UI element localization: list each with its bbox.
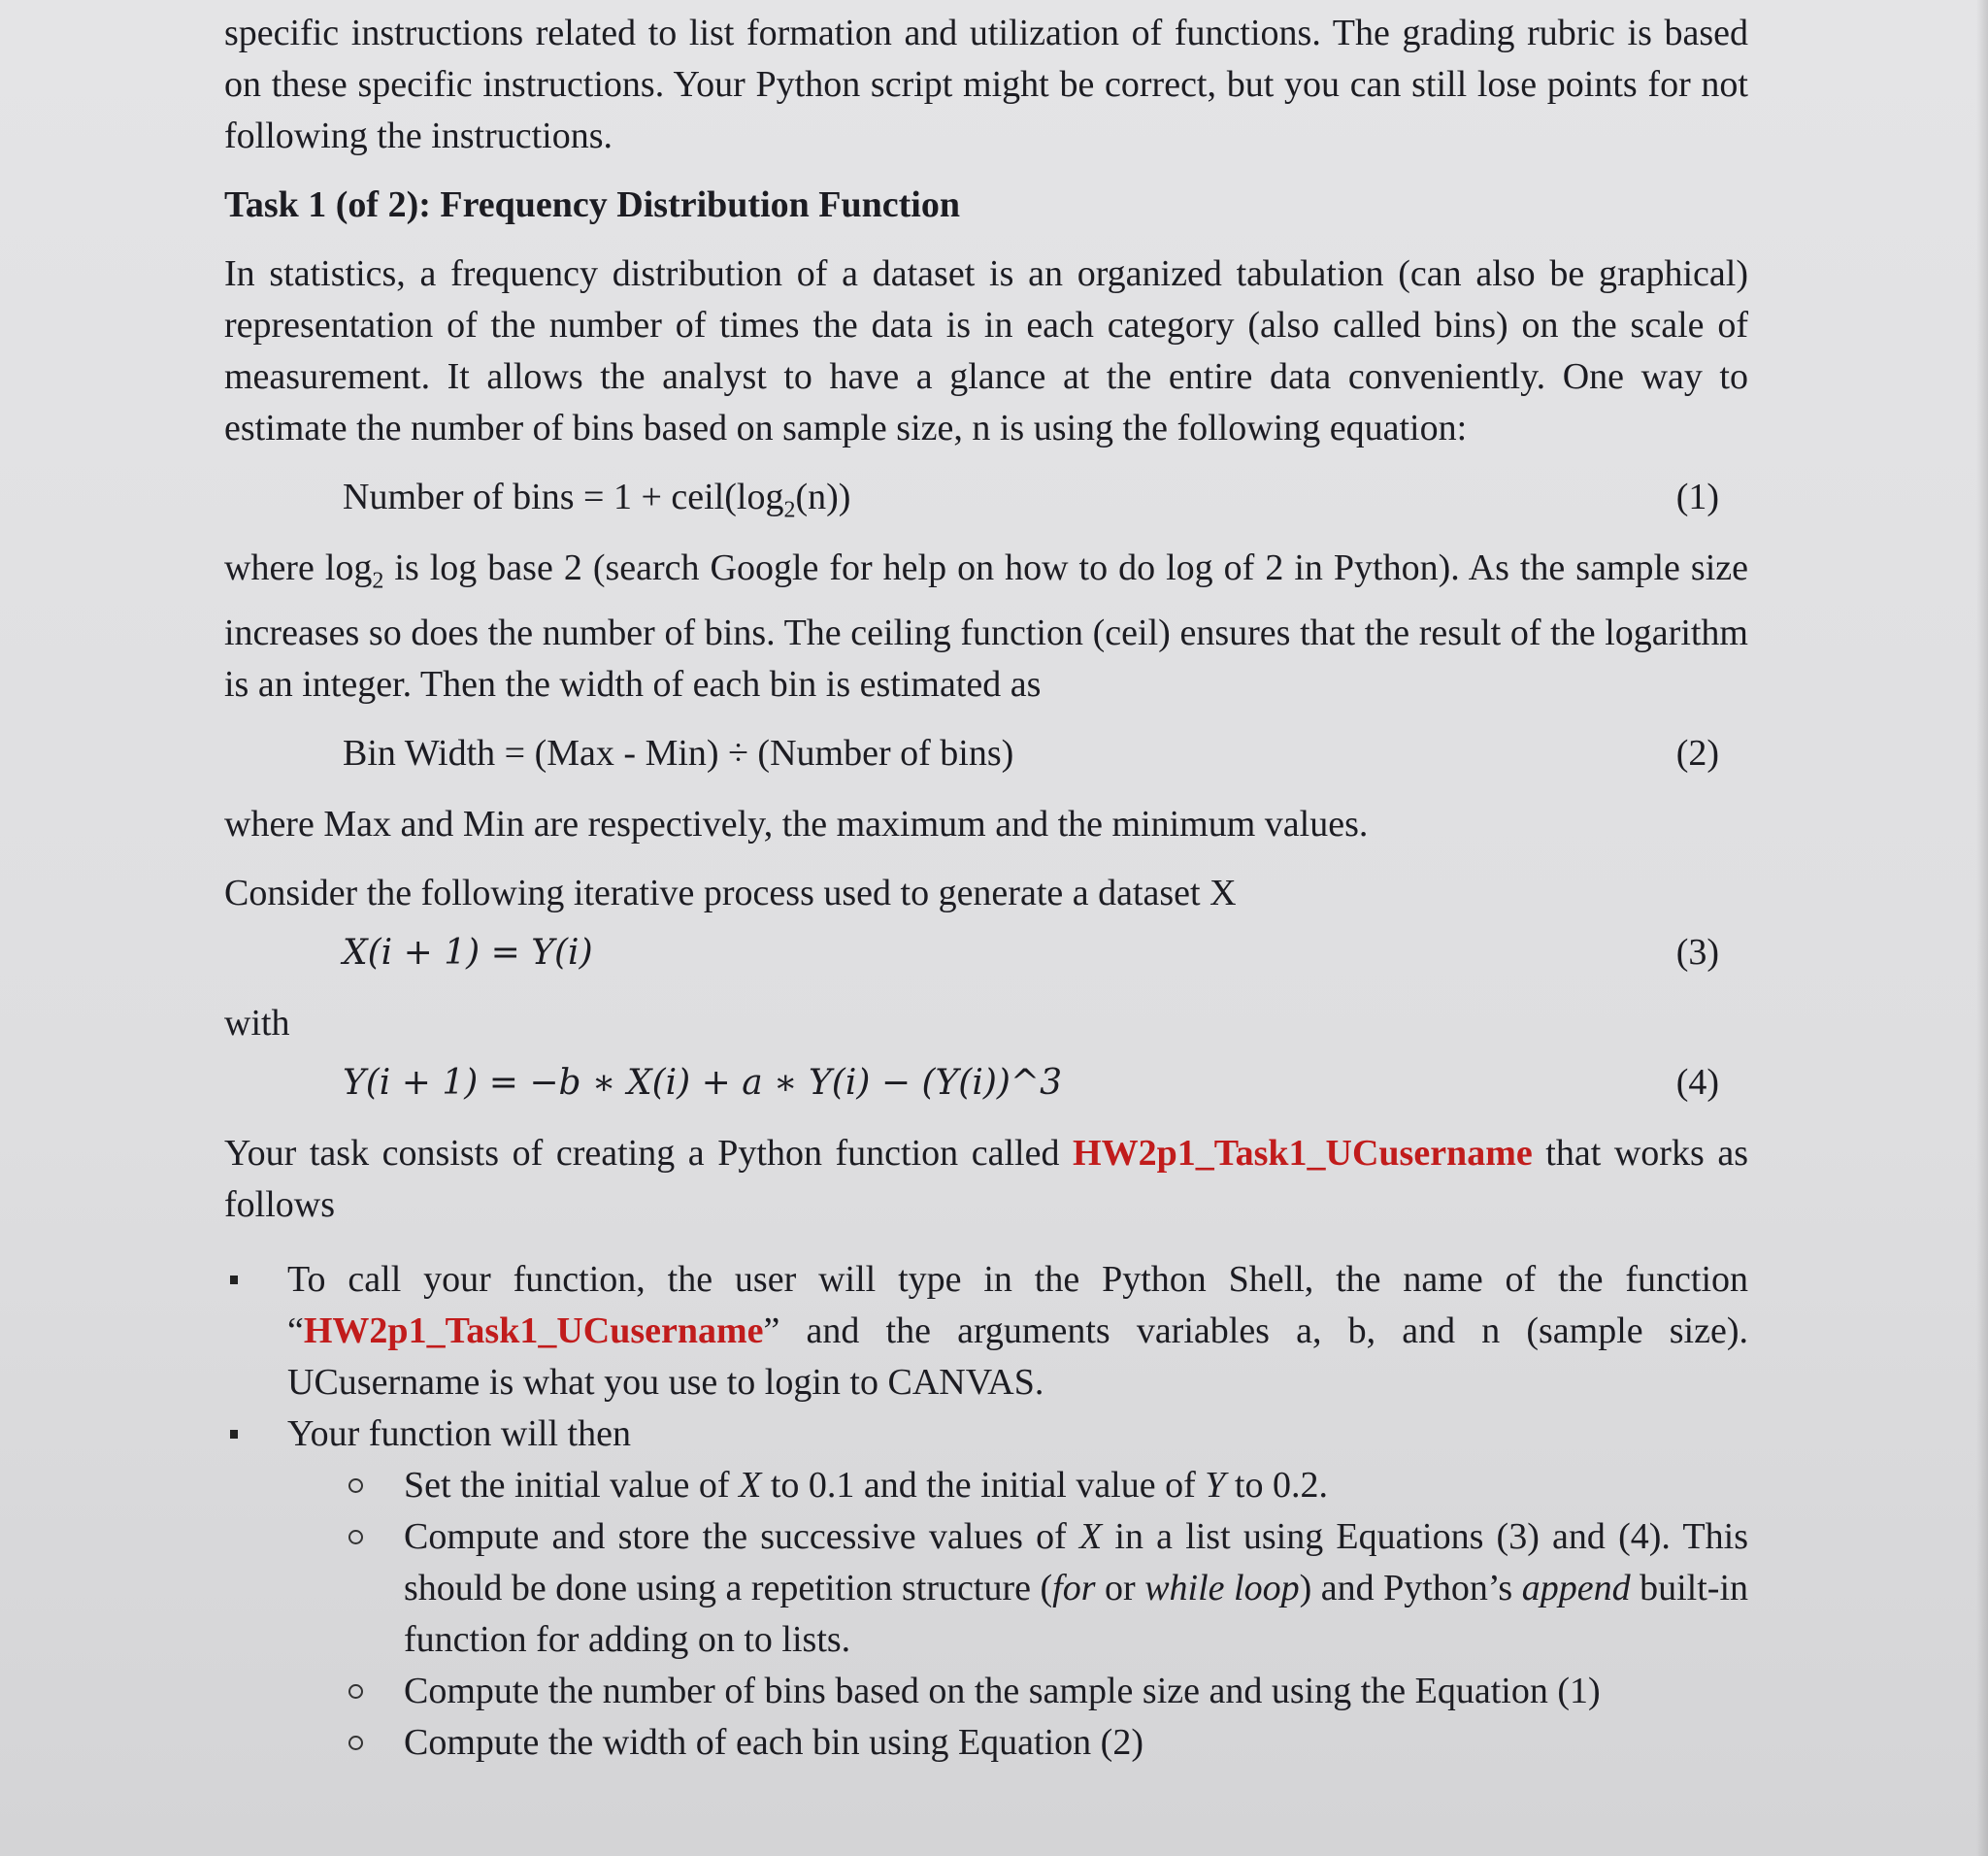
intro-paragraph: specific instructions related to list formation and utilization of functions. The grading rubric is based on these specific instructions. Your Python script might be correct, but you can still lose points for not following the instructions. <box>224 13 1748 156</box>
list-item: Compute the width of each bin using Equation (2) <box>224 1717 1748 1769</box>
bullet-marker <box>230 1276 238 1284</box>
task-heading: Task 1 (of 2): Frequency Distribution Function <box>224 184 960 225</box>
function-name: HW2p1_Task1_UCusername <box>303 1309 764 1351</box>
list-item: Compute and store the successive values of X in a list using Equations (3) and (4). This should be done using a repetition structure (for or while loop) and Python’s append built-in function for adding on to lists. <box>224 1511 1748 1666</box>
with-label: with <box>224 1002 290 1044</box>
equation-2 <box>224 728 1748 779</box>
task-description-paragraph: Your task consists of creating a Python function called HW2p1_Task1_UCusername that works as follows <box>224 1132 1748 1225</box>
list-item: To call your function, the user will type in the Python Shell, the name of the function “HW2p1_Task1_UCusername” and the arguments variables a, b, and n (sample size). UCusername is what you use to login to CANVAS. <box>224 1254 1748 1409</box>
list-item: Your function will then Set the initial value of X to 0.1 and the initial value of Y to 0.2. Compute and store the successive values of X in a list using Equations (3) and (4). This should be done using a repetition structure (for or while loop) and Python’s append built-in function for adding on to lists. Compute the number of bins based on the sample size and using the Equation (1) Compute the width of each bin using Equation (2) <box>224 1409 1748 1769</box>
equation-1 <box>224 472 1748 523</box>
equation-3-text: X(i + 1) = Y(i) <box>343 932 593 973</box>
sub-bullet-marker <box>348 1478 363 1493</box>
sub-bullet-marker <box>348 1684 363 1699</box>
equation-2-text: Bin Width = (Max - Min) ÷ (Number of bins) <box>343 732 1014 774</box>
sub-bullet-marker <box>348 1736 363 1750</box>
sub-bullet-marker <box>348 1530 363 1544</box>
list-item: Set the initial value of X to 0.1 and the initial value of Y to 0.2. <box>224 1460 1748 1511</box>
equation-3 <box>224 927 1748 978</box>
equation-4 <box>224 1057 1748 1109</box>
equation-1-text: Number of bins = $1 + ceil(\log_2(n))$ <box>343 477 851 523</box>
function-name: HW2p1_Task1_UCusername <box>1073 1132 1533 1174</box>
bullet-marker <box>230 1430 238 1439</box>
log-explanation-paragraph: where $\log_2$ is log base 2 (search Google for help on how to do log of 2 in Python). As the sample size increases so does the number of bins. The ceiling function (ceil) ensures that the result of the logarithm is an integer. Then the width of each bin is estimated as <box>224 547 1748 705</box>
iterative-process-paragraph: Consider the following iterative process used to generate a dataset X <box>224 872 1237 913</box>
frequency-distribution-paragraph: In statistics, a frequency distribution of a dataset is an organized tabulation (can also be graphical) representation of the number of times the data is in each category (also called bins) on the scale of measurement. It allows the analyst to have a glance at the entire data conveniently. One way to estimate the number of bins based on sample size, n is using the following equation: <box>224 253 1748 448</box>
equation-2-number: (2) <box>1675 732 1719 774</box>
list-item: Compute the number of bins based on the sample size and using the Equation (1) <box>224 1666 1748 1717</box>
document-content <box>224 8 1748 1769</box>
page-edge-shadow <box>1976 0 1988 1856</box>
equation-3-number: (3) <box>1675 931 1719 973</box>
max-min-paragraph: where Max and Min are respectively, the maximum and the minimum values. <box>224 803 1369 845</box>
sub-instruction-list <box>224 1460 1748 1769</box>
instruction-list <box>224 1254 1748 1769</box>
equation-1-number: (1) <box>1675 477 1719 517</box>
equation-4-number: (4) <box>1675 1061 1719 1103</box>
equation-4-text: Y(i + 1) = −b ∗ X(i) + a ∗ Y(i) − (Y(i))^3 <box>343 1062 1062 1103</box>
